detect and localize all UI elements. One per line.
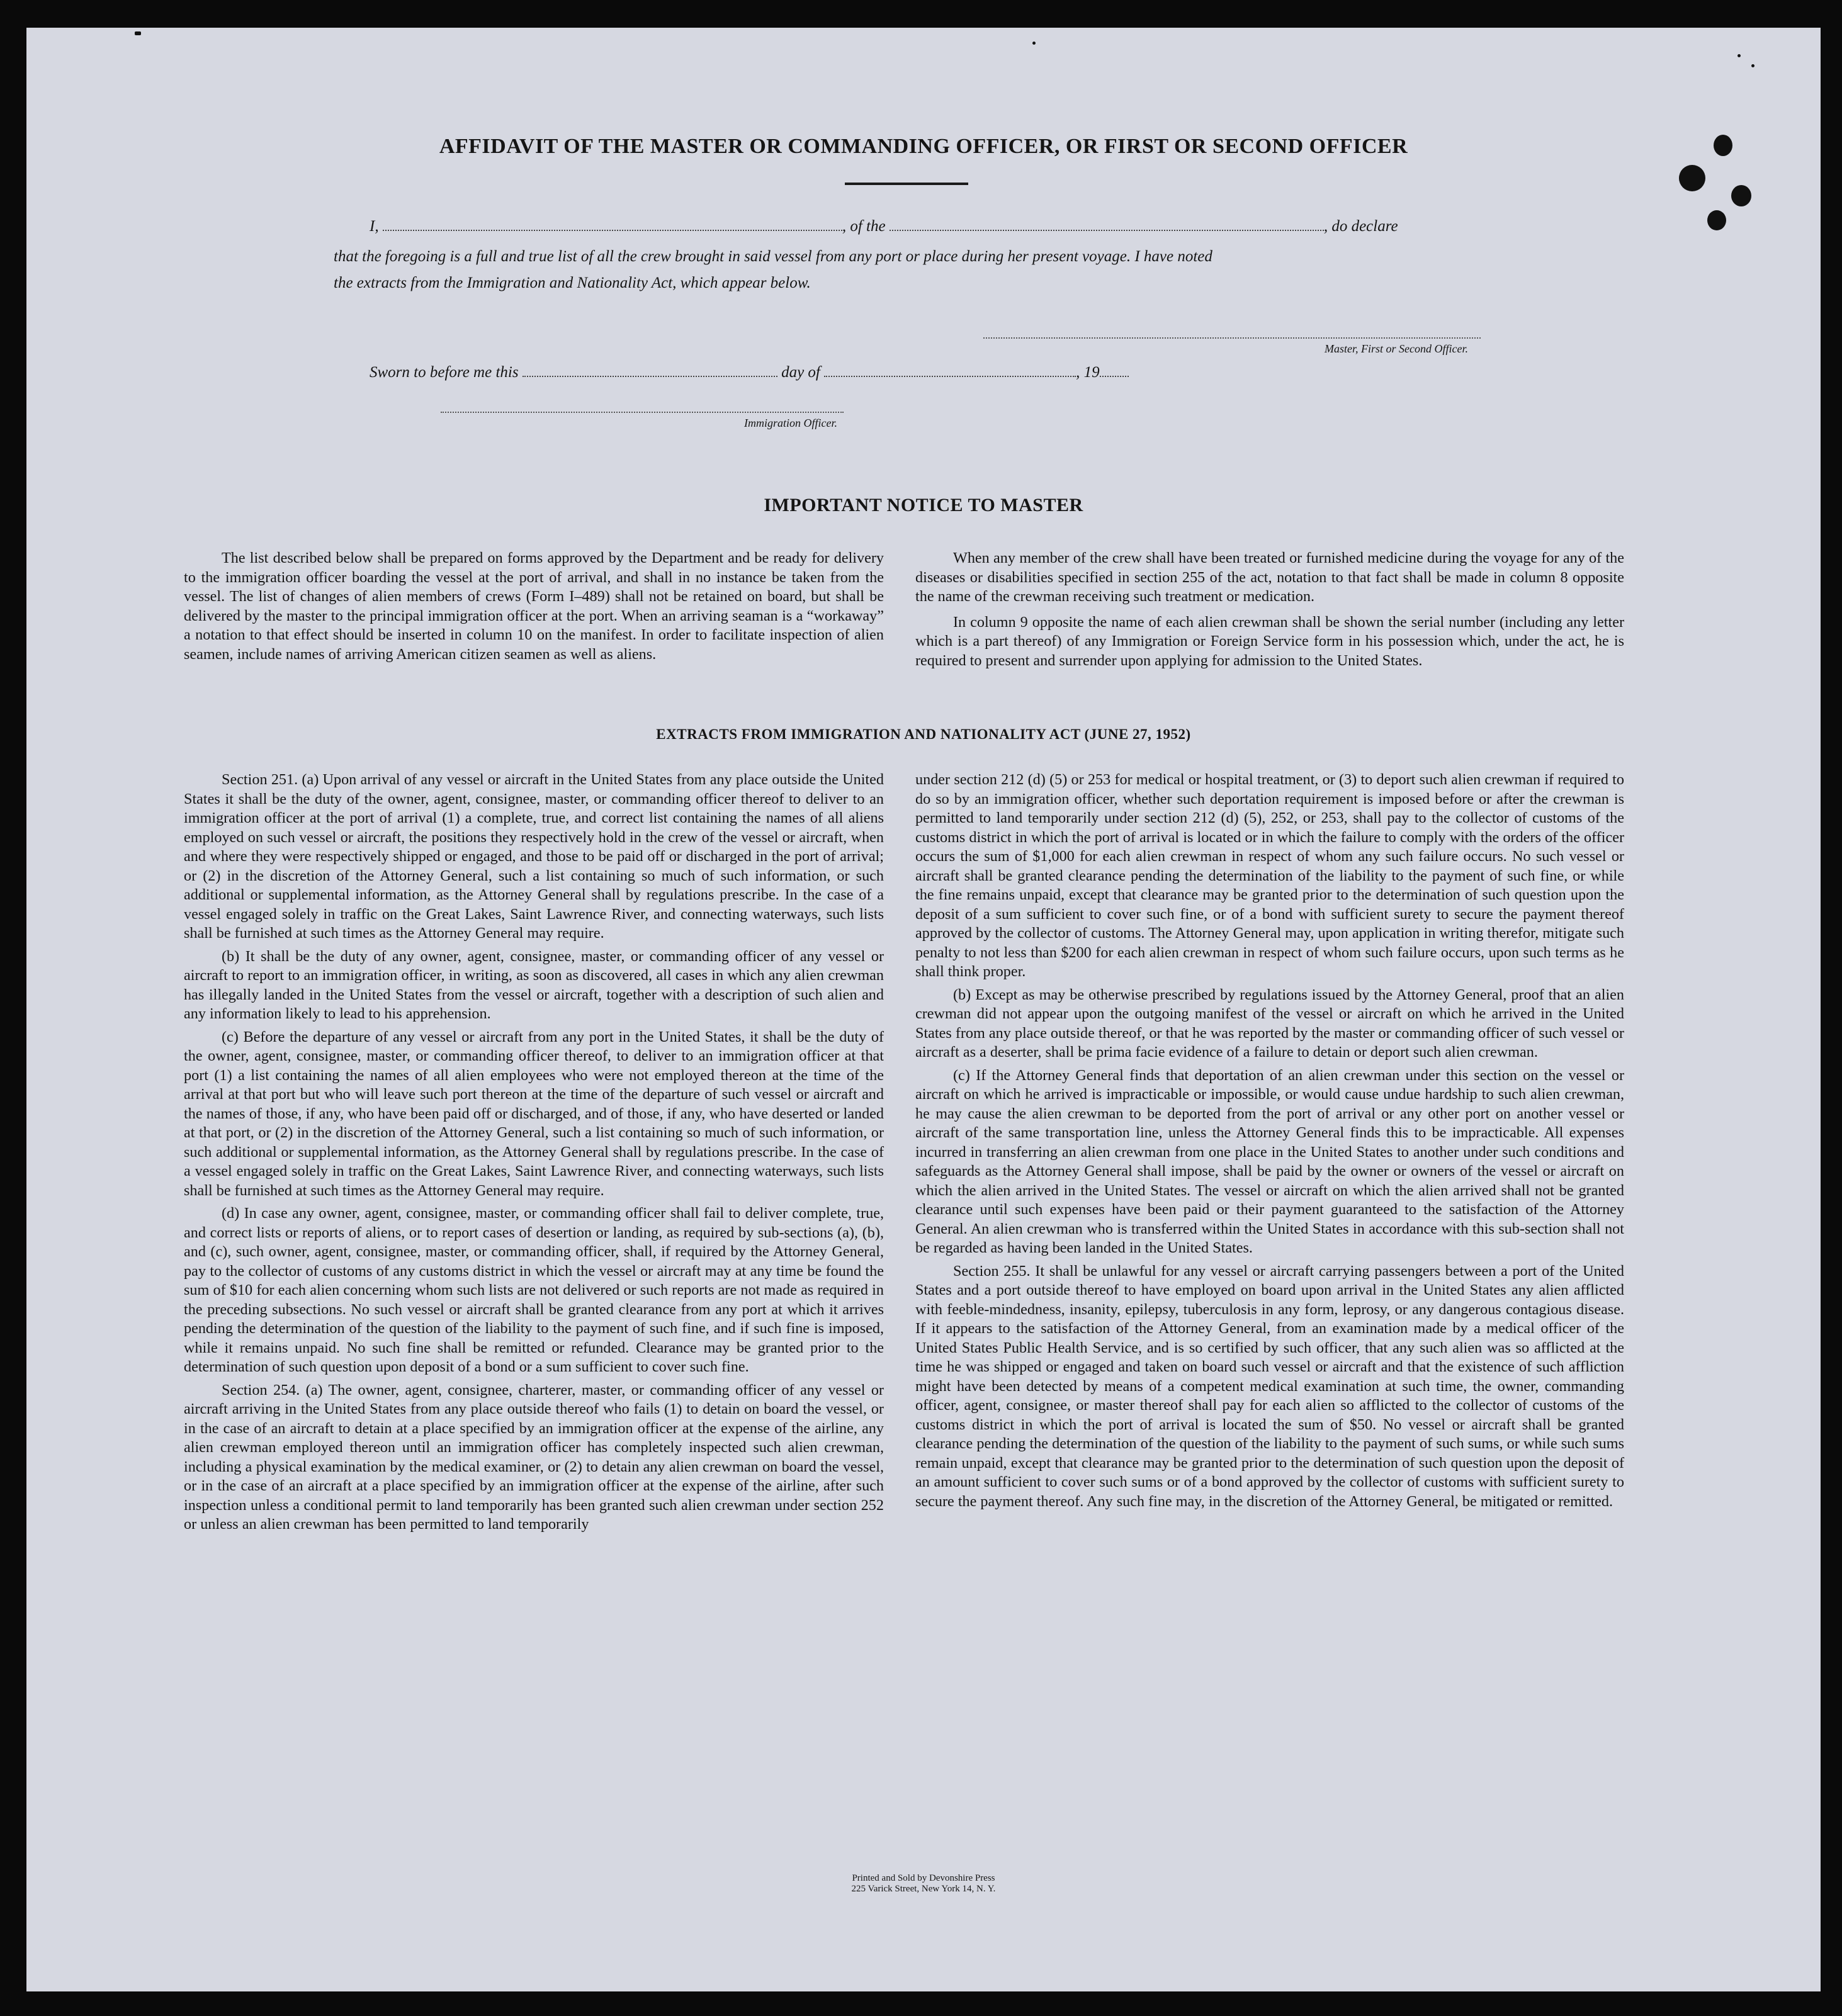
punch-hole-mark <box>1731 185 1751 206</box>
declaration-text-3: the extracts from the Immigration and Nationality Act, which appear below. <box>334 274 811 291</box>
notice-paragraph: In column 9 opposite the name of each alien crewman shall be shown the serial number (including any letter which is a part thereof) of any Immigration or Foreign Service form in his possession which, under the act, he is required to present and surrender upon applying for admission to the United States. <box>915 613 1624 669</box>
sworn-day-field[interactable] <box>523 373 777 377</box>
do-declare-label: , do declare <box>1323 218 1398 235</box>
document-page <box>26 28 1821 1991</box>
section-254-a-cont: under section 212 (d) (5) or 253 for medical or hospital treatment, or (3) to deport such alien crewman if required to do so by an immigration officer, whether such deportation requirement is imposed before or after the crewman is permitted to land temporarily under section 212 (d) (5), 252, or 253, shall pay to the collector of customs of the customs district in which the port of arrival is located or in which the failure to comply with the orders of the officer occurs the sum of $1,000 for each alien crewman in respect of whom any such failure occurs. No such vessel or aircraft shall be granted clearance pending the determination of the liability to the payment of such fine, or while the fine remains unpaid, except that clearance may be granted prior to the determination of such question upon the deposit of a sum sufficient to cover such fine, or of a bond with sufficient surety to secure the payment thereof approved by the collector of customs. The Attorney General may, upon application in writing therefor, mitigate such penalty to not less than $200 for each alien crewman in respect of whom such failure occurs, upon such terms as he shall think proper. <box>915 771 1624 980</box>
sworn-month-field[interactable] <box>824 373 1076 377</box>
sworn-label: Sworn to before me this <box>370 364 519 381</box>
master-signature-caption: Master, First or Second Officer. <box>1325 342 1468 355</box>
title-underline <box>845 183 968 185</box>
year-prefix: , 19 <box>1076 364 1100 381</box>
section-251-b: (b) It shall be the duty of any owner, agent, consignee, master, or commanding officer of any vessel or aircraft to report to an immigration officer, in writing, as soon as discovered, all cases in which any alien crewman has illegally landed in the United States from the vessel or aircraft, together with a description of such alien and any information likely to lead to his apprehension. <box>184 947 884 1022</box>
printer-line-1: Printed and Sold by Devonshire Press <box>852 1873 995 1883</box>
section-254-c: (c) If the Attorney General finds that deportation of an alien crewman under this section on the vessel or aircraft on which he arrived is impracticable or impossible, or would cause undue hardship to such alien crewman, he may cause the alien crewman to be deported from the port of arrival or any other port on another vessel or aircraft of the same transportation line, unless the Attorney General finds this to be impracticable. All expenses incurred in transferring an alien crewman from one place in the United States to another under such conditions and safeguards as the Attorney General shall impose, shall be paid by the owner or owners of the vessel or aircraft on which the alien arrived in the United States. The vessel or aircraft on which the alien arrived shall not be granted clearance until such expenses have been paid or their payment guaranteed to the satisfaction of the Attorney General. An alien crewman who is transferred within the United States in accordance with this sub-section shall not be regarded as having been landed in the United States. <box>915 1066 1624 1256</box>
notice-paragraph: When any member of the crew shall have been treated or furnished medicine during the voyage for any of the diseases or disabilities specified in section 255 of the act, notation to that fact shall be made in column 8 opposite the name of the crewman receiving such treatment or medication. <box>915 549 1624 605</box>
of-the-label: , of the <box>842 218 886 235</box>
printer-line-2: 225 Varick Street, New York 14, N. Y. <box>851 1884 996 1894</box>
notice-left-column <box>184 549 884 668</box>
scan-speck <box>1737 54 1741 57</box>
section-255: Section 255. It shall be unlawful for any vessel or aircraft carrying passengers between a port of the United States and a port outside thereof to have employed on board upon arrival in the United States any alien afflicted with feeble-mindedness, insanity, epilepsy, tuberculosis in any form, leprosy, or any dangerous contagious disease. If it appears to the satisfaction of the Attorney General, from an examination made by a medical officer of the United States Public Health Service, and is so certified by such officer, that any such alien was so afflicted at the time he was shipped or engaged and taken on board such vessel or aircraft and that the existence of such affliction might have been detected by means of a competent medical examination at such time, the owner, commanding officer, agent, consignee, or master thereof shall pay for each alien so afflicted to the collector of customs of the customs district in which the port of arrival is located the sum of $50. No vessel or aircraft shall be granted clearance pending the determination of the question of the liability to the payment of such sums, or while such sums remain unpaid, except that clearance may be granted prior to the determination of such question upon the deposit of an amount sufficient to cover such sums or of a bond approved by the collector of customs with sufficient surety to secure the payment thereof. Any such fine may, in the discretion of the Attorney General, be mitigated or remitted. <box>915 1262 1624 1510</box>
section-251-c: (c) Before the departure of any vessel or aircraft from any port in the United States, it shall be the duty of the owner, agent, consignee, master, or commanding officer thereof, to deliver to an immigration officer at that port (1) a list containing the names of all alien employees who were not employed thereon at the time of the arrival at that port but who will leave such port thereon at the time of the departure of such vessel or aircraft and the names of those, if any, who have been paid off or discharged, and of those, if any, who have deserted or landed at that port, or (2) in the discretion of the Attorney General, such a list containing so much of such information, or such additional or supplemental information, as the Attorney General shall by regulations prescribe. In the case of a vessel engaged solely in traffic on the Great Lakes, Saint Lawrence River, and connecting waterways, such lists shall be furnished at such times as the Attorney General may require. <box>184 1028 884 1199</box>
declarant-name-field[interactable] <box>383 227 842 231</box>
extracts-right-column <box>915 770 1624 1515</box>
vessel-name-field[interactable] <box>890 227 1324 231</box>
declaration-text-2: that the foregoing is a full and true list of all the crew brought in said vessel from any port or place during her present voyage. I have noted <box>334 248 1212 265</box>
notice-paragraph: The list described below shall be prepared on forms approved by the Department and be ready for delivery to the immigration officer boarding the vessel at the port of arrival, and shall in no instance be taken from the vessel. The list of changes of alien members of crews (Form I–489) shall not be retained on board, but shall be delivered by the master to the principal immigration officer at the port. When an arriving seaman is a “workaway” a notation to that effect should be inserted in column 10 on the manifest. In order to facilitate inspection of alien seamen, include names of arriving American citizen seamen as well as aliens. <box>184 549 884 663</box>
punch-hole-mark <box>1679 165 1705 191</box>
immigration-officer-signature-line[interactable] <box>441 412 844 413</box>
extracts-left-column <box>184 770 884 1538</box>
notice-right-column <box>915 549 1624 674</box>
section-251-a: Section 251. (a) Upon arrival of any vessel or aircraft in the United States from any place outside the United States it shall be the duty of the owner, agent, consignee, master, or commanding officer thereof to deliver to an immigration officer at the port of arrival (1) a complete, true, and correct list containing the names of all aliens employed on such vessel or aircraft, the positions they respectively hold in the crew of the vessel or aircraft, when and where they were respectively shipped or engaged, and those to be paid off or discharged in the port of arrival; or (2) in the discretion of the Attorney General, such a list containing so much of such information, or such additional or supplemental information, as the Attorney General shall by regulations prescribe. In the case of a vessel engaged solely in traffic on the Great Lakes, Saint Lawrence River, and connecting waterways, such lists shall be furnished at such times as the Attorney General may require. <box>184 771 884 942</box>
section-251-d: (d) In case any owner, agent, consignee, master, or commanding officer shall fail to deliver complete, true, and correct lists or reports of aliens, or to report cases of desertion or landing, as required by sub-sections (a), (b), and (c), such owner, agent, consignee, master, or commanding officer, shall, if required by the Attorney General, pay to the collector of customs of any customs district in which the vessel or aircraft may at any time be found the sum of $10 for each alien concerning whom such lists are not delivered or such reports are not made as required in the preceding subsections. No such vessel or aircraft shall be granted clearance from any port at which it arrives pending the determination of the question of the liability to the payment of such fine, and if such fine is imposed, while it remains unpaid. No such fine shall be remitted or refunded. Clearance may be granted prior to the determination of such question upon deposit of a bond or a sum sufficient to cover such fine. <box>184 1205 884 1375</box>
sworn-year-field[interactable] <box>1100 373 1129 377</box>
extracts-title: EXTRACTS FROM IMMIGRATION AND NATIONALITY ACT (JUNE 27, 1952) <box>656 726 1191 742</box>
declaration-line <box>370 218 1515 235</box>
scan-speck <box>135 31 141 35</box>
master-signature-line[interactable] <box>983 337 1481 339</box>
punch-hole-mark <box>1707 210 1726 230</box>
sworn-line <box>370 364 1314 381</box>
scan-speck <box>1032 42 1036 45</box>
notice-title: IMPORTANT NOTICE TO MASTER <box>764 495 1083 515</box>
printer-imprint <box>26 1873 1821 1895</box>
day-of-label: day of <box>781 364 820 381</box>
declarant-prefix: I, <box>370 218 379 235</box>
scan-speck <box>1751 64 1754 67</box>
section-254-b: (b) Except as may be otherwise prescribed by regulations issued by the Attorney General, proof that an alien crewman did not appear upon the outgoing manifest of the vessel or aircraft on which he arrived in the United States from any place outside thereof, or that he was reported by the master or commanding officer of such vessel or aircraft as a deserter, shall be prima facie evidence of a failure to detain or deport such alien crewman. <box>915 986 1624 1061</box>
immigration-officer-caption: Immigration Officer. <box>744 417 837 429</box>
punch-hole-mark <box>1714 135 1732 156</box>
section-254-a: Section 254. (a) The owner, agent, consignee, charterer, master, or commanding officer of any vessel or aircraft arriving in the United States from any place outside thereof who fails (1) to detain on board the vessel, or in the case of an aircraft to detain at a place specified by an immigration officer at the expense of the airline, any alien crewman employed thereon until an immigration officer has completely inspected such alien crewman, including a physical examination by the medical examiner, or (2) to detain any alien crewman on board the vessel, or in the case of an aircraft at a place specified by an immigration officer at the expense of the airline, after such inspection unless a conditional permit to land temporarily has been granted such alien crewman under section 252 or unless an alien crewman has been permitted to land temporarily <box>184 1381 884 1533</box>
affidavit-title: AFFIDAVIT OF THE MASTER OR COMMANDING OFFICER, OR FIRST OR SECOND OFFICER <box>439 135 1408 158</box>
